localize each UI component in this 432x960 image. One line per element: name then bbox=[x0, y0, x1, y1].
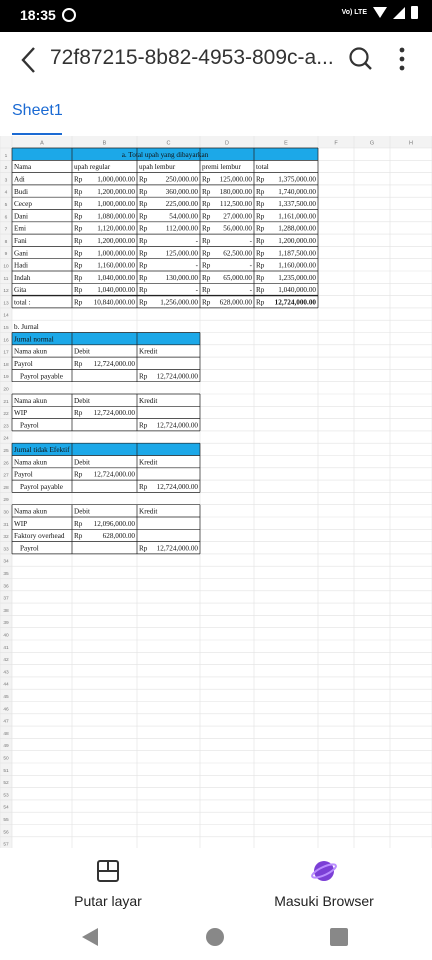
row-header-43: 43 bbox=[3, 670, 9, 676]
row-header-10: 10 bbox=[3, 264, 9, 270]
row-header-50: 50 bbox=[3, 756, 9, 762]
column-header-g: G bbox=[369, 140, 375, 147]
cell-text: Kredit bbox=[139, 347, 158, 356]
cell-value: 65,000.00 bbox=[223, 273, 252, 282]
cell-value: 12,724,000.00 bbox=[156, 483, 198, 491]
cell-text: Debit bbox=[74, 458, 90, 467]
status-icons bbox=[342, 6, 418, 19]
row-header-42: 42 bbox=[3, 658, 9, 664]
row-header-44: 44 bbox=[3, 682, 9, 688]
cell-value: 1,337,500.00 bbox=[278, 200, 316, 209]
cell-value: 1,160,000.00 bbox=[97, 261, 135, 270]
row-header-6: 6 bbox=[4, 215, 8, 221]
currency-symbol: Rp bbox=[74, 298, 83, 307]
row-header-18: 18 bbox=[3, 362, 9, 368]
row-header-36: 36 bbox=[3, 584, 9, 590]
row-header-55: 55 bbox=[3, 818, 9, 823]
cell-text: Hadi bbox=[14, 261, 28, 270]
cell-value: 1,080,000.00 bbox=[97, 212, 135, 221]
row-header-56: 56 bbox=[3, 830, 9, 836]
cell-text: Nama akun bbox=[14, 458, 47, 467]
cell-text: Nama bbox=[14, 163, 32, 172]
currency-symbol: Rp bbox=[202, 224, 211, 233]
row-header-24: 24 bbox=[3, 436, 9, 442]
cell-value: 125,000.00 bbox=[219, 175, 252, 184]
column-header-h: H bbox=[409, 140, 413, 147]
cell-value: 250,000.00 bbox=[165, 175, 198, 184]
row-header-31: 31 bbox=[3, 522, 9, 528]
cell-text: Debit bbox=[74, 396, 90, 405]
currency-symbol: Rp bbox=[256, 175, 265, 184]
currency-symbol: Rp bbox=[74, 409, 83, 418]
cell-text: upah lembur bbox=[139, 163, 176, 172]
row-header-47: 47 bbox=[3, 719, 9, 725]
cell-value: 1,235,000.00 bbox=[278, 273, 316, 282]
row-header-23: 23 bbox=[3, 424, 9, 430]
grid-background bbox=[0, 136, 432, 848]
currency-symbol: Rp bbox=[202, 175, 211, 184]
row-header-19: 19 bbox=[3, 375, 9, 381]
cell-text: Jurnal normal bbox=[14, 335, 54, 344]
row-header-45: 45 bbox=[3, 695, 9, 700]
cell-value: 12,096,000.00 bbox=[93, 519, 135, 528]
row-header-33: 33 bbox=[3, 547, 9, 553]
table-title: a. Total upah yang dibayarkan bbox=[121, 150, 209, 159]
cell-value: 62,500.00 bbox=[223, 249, 252, 258]
row-header-25: 25 bbox=[3, 449, 9, 454]
row-header-27: 27 bbox=[3, 473, 9, 479]
cell-text: Fani bbox=[14, 237, 27, 245]
row-header-57: 57 bbox=[3, 842, 9, 848]
row-header-40: 40 bbox=[3, 633, 9, 639]
row-header-22: 22 bbox=[3, 412, 9, 418]
cell-value: 1,740,000.00 bbox=[278, 187, 316, 196]
bottom-action-bar bbox=[0, 848, 432, 918]
row-header-32: 32 bbox=[3, 535, 9, 541]
cell-value: 1,200,000.00 bbox=[97, 187, 135, 196]
cell-value: - bbox=[195, 261, 198, 270]
row-header-39: 39 bbox=[3, 621, 9, 627]
status-time: 18:35 bbox=[20, 7, 56, 23]
cell-value: 1,187,500.00 bbox=[278, 249, 316, 258]
currency-symbol: Rp bbox=[74, 532, 83, 541]
tab-sheet1[interactable]: Sheet1 bbox=[12, 102, 63, 119]
column-header-a: A bbox=[40, 140, 44, 147]
cell-text: Debit bbox=[74, 507, 90, 516]
currency-symbol: Rp bbox=[139, 261, 148, 270]
column-header-d: D bbox=[225, 140, 229, 147]
cell-value: 225,000.00 bbox=[165, 200, 198, 209]
row-header-38: 38 bbox=[3, 608, 9, 614]
wifi-icon bbox=[373, 7, 387, 18]
currency-symbol: Rp bbox=[139, 273, 148, 282]
currency-symbol: Rp bbox=[74, 200, 83, 209]
open-browser-label: Masuki Browser bbox=[274, 893, 374, 909]
cell-text: Kredit bbox=[139, 396, 158, 405]
column-header-bar bbox=[0, 136, 432, 148]
row-header-49: 49 bbox=[3, 744, 9, 750]
currency-symbol: Rp bbox=[74, 286, 83, 295]
row-header-5: 5 bbox=[4, 203, 8, 208]
cell-value: 1,200,000.00 bbox=[97, 237, 135, 245]
whatsapp-icon bbox=[62, 8, 76, 22]
row-header-28: 28 bbox=[3, 485, 9, 491]
cell-value: 130,000.00 bbox=[165, 273, 198, 282]
cell-value: 12,724,000.00 bbox=[274, 298, 316, 307]
currency-symbol: Rp bbox=[139, 200, 148, 209]
currency-symbol: Rp bbox=[74, 470, 83, 479]
row-header-9: 9 bbox=[4, 252, 8, 258]
cell-value: 10,840,000.00 bbox=[93, 298, 135, 307]
row-header-48: 48 bbox=[3, 731, 9, 737]
cell-value: 1,200,000.00 bbox=[278, 237, 316, 245]
cell-text: Payrol bbox=[20, 544, 39, 553]
row-header-15: 15 bbox=[3, 326, 9, 331]
currency-symbol: Rp bbox=[256, 286, 265, 295]
cell-value: 1,288,000.00 bbox=[278, 224, 316, 233]
cell-value: - bbox=[249, 261, 252, 270]
cell-text: Gita bbox=[14, 286, 27, 295]
cell-value: 12,724,000.00 bbox=[93, 470, 135, 479]
row-header-41: 41 bbox=[3, 645, 9, 651]
currency-symbol: Rp bbox=[202, 237, 211, 245]
open-browser-button[interactable] bbox=[262, 858, 386, 909]
currency-symbol: Rp bbox=[256, 249, 265, 258]
cell-value: 180,000.00 bbox=[219, 187, 252, 196]
cell-text: Adi bbox=[14, 175, 25, 184]
cell-value: 27,000.00 bbox=[223, 212, 252, 221]
currency-symbol: Rp bbox=[256, 261, 265, 270]
cell-value: 1,040,000.00 bbox=[97, 286, 135, 295]
cell-text: Gani bbox=[14, 249, 28, 258]
more-vertical-icon bbox=[392, 44, 412, 74]
row-header-54: 54 bbox=[3, 805, 9, 811]
currency-symbol: Rp bbox=[74, 249, 83, 258]
row-header-30: 30 bbox=[3, 510, 9, 516]
row-header-51: 51 bbox=[3, 768, 9, 774]
currency-symbol: Rp bbox=[139, 421, 148, 430]
currency-symbol: Rp bbox=[202, 249, 211, 258]
row-header-17: 17 bbox=[3, 350, 9, 356]
currency-symbol: Rp bbox=[74, 224, 83, 233]
cell-text: Payrol bbox=[20, 421, 39, 430]
cell-text: Kredit bbox=[139, 507, 158, 516]
currency-symbol: Rp bbox=[139, 175, 148, 184]
spreadsheet-canvas[interactable] bbox=[0, 136, 432, 848]
row-header-34: 34 bbox=[3, 559, 9, 565]
currency-symbol: Rp bbox=[202, 298, 211, 307]
row-header-16: 16 bbox=[3, 338, 9, 344]
cell-text: Payrol bbox=[14, 470, 33, 479]
signal-icon bbox=[393, 7, 405, 19]
currency-symbol: Rp bbox=[202, 187, 211, 196]
currency-symbol: Rp bbox=[74, 273, 83, 282]
currency-symbol: Rp bbox=[74, 212, 83, 221]
row-header-2: 2 bbox=[4, 166, 8, 172]
search-icon bbox=[346, 44, 376, 74]
cell-text: upah regular bbox=[74, 163, 111, 172]
cell-value: 12,724,000.00 bbox=[93, 360, 135, 368]
row-header-14: 14 bbox=[3, 313, 9, 319]
search-button[interactable] bbox=[346, 44, 376, 74]
row-header-35: 35 bbox=[3, 572, 9, 577]
back-button[interactable] bbox=[14, 42, 44, 78]
rotate-screen-label: Putar layar bbox=[74, 893, 142, 909]
cell-value: 112,000.00 bbox=[165, 224, 198, 233]
cell-value: 1,256,000.00 bbox=[160, 298, 198, 307]
cell-value: - bbox=[249, 286, 252, 295]
currency-symbol: Rp bbox=[139, 372, 148, 381]
row-header-13: 13 bbox=[3, 301, 9, 307]
currency-symbol: Rp bbox=[202, 286, 211, 295]
cell-value: 12,724,000.00 bbox=[93, 409, 135, 418]
row-header-7: 7 bbox=[4, 227, 8, 233]
status-bar bbox=[0, 0, 432, 32]
cell-text: Payrol bbox=[14, 360, 33, 368]
cell-value: 54,000.00 bbox=[169, 212, 198, 221]
active-tab-indicator bbox=[12, 133, 62, 135]
currency-symbol: Rp bbox=[139, 187, 148, 196]
cell-text: Nama akun bbox=[14, 396, 47, 405]
app-bar bbox=[0, 32, 432, 89]
cell-value: 1,040,000.00 bbox=[278, 286, 316, 295]
cell-text: total bbox=[256, 163, 269, 172]
chevron-left-icon bbox=[14, 42, 44, 78]
cell-text: total : bbox=[14, 298, 31, 307]
row-header-21: 21 bbox=[3, 399, 9, 405]
cell-value: 1,120,000.00 bbox=[97, 224, 135, 233]
currency-symbol: Rp bbox=[256, 224, 265, 233]
cell-value: 56,000.00 bbox=[223, 224, 252, 233]
cell-value: 112,500.00 bbox=[219, 200, 252, 209]
cell-value: - bbox=[249, 237, 252, 245]
cell-text: Faktory overhead bbox=[14, 532, 65, 541]
row-header-46: 46 bbox=[3, 707, 9, 713]
currency-symbol: Rp bbox=[74, 519, 83, 528]
column-header-b: B bbox=[102, 140, 107, 147]
cell-text: Cecep bbox=[14, 200, 32, 209]
row-header-12: 12 bbox=[3, 289, 9, 295]
currency-symbol: Rp bbox=[74, 187, 83, 196]
cell-value: 125,000.00 bbox=[165, 249, 198, 258]
row-header-11: 11 bbox=[3, 276, 9, 282]
spreadsheet-grid[interactable] bbox=[0, 136, 432, 848]
currency-symbol: Rp bbox=[202, 200, 211, 209]
sheet-tabs bbox=[0, 88, 432, 136]
nav-home-icon[interactable] bbox=[206, 928, 224, 946]
cell-text: Budi bbox=[14, 187, 28, 196]
system-nav-bar bbox=[0, 918, 432, 960]
cell-text: WIP bbox=[14, 409, 28, 418]
cell-text: Dani bbox=[14, 212, 28, 221]
cell-value: 360,000.00 bbox=[165, 187, 198, 196]
cell-value: 1,040,000.00 bbox=[97, 273, 135, 282]
cell-value: 12,724,000.00 bbox=[156, 544, 198, 553]
rotate-screen-button[interactable] bbox=[60, 858, 156, 909]
nav-back-icon[interactable] bbox=[82, 928, 98, 946]
volte-indicator: Vo) LTE bbox=[341, 9, 367, 16]
cell-text: Nama akun bbox=[14, 507, 47, 516]
currency-symbol: Rp bbox=[256, 273, 265, 282]
currency-symbol: Rp bbox=[139, 544, 148, 553]
cell-value: 1,000,000.00 bbox=[97, 249, 135, 258]
row-header-4: 4 bbox=[4, 190, 8, 196]
cell-value: 12,724,000.00 bbox=[156, 372, 198, 381]
currency-symbol: Rp bbox=[139, 249, 148, 258]
currency-symbol: Rp bbox=[202, 273, 211, 282]
row-header-37: 37 bbox=[3, 596, 9, 602]
battery-icon bbox=[411, 6, 418, 19]
row-header-53: 53 bbox=[3, 793, 9, 799]
rotate-screen-icon bbox=[95, 858, 121, 884]
currency-symbol: Rp bbox=[74, 261, 83, 270]
currency-symbol: Rp bbox=[74, 360, 83, 368]
cell-value: 1,160,000.00 bbox=[278, 261, 316, 270]
currency-symbol: Rp bbox=[139, 212, 148, 221]
currency-symbol: Rp bbox=[256, 187, 265, 196]
cell-value: 12,724,000.00 bbox=[156, 421, 198, 430]
column-header-e: E bbox=[284, 140, 288, 147]
currency-symbol: Rp bbox=[139, 237, 148, 245]
currency-symbol: Rp bbox=[139, 483, 148, 491]
cell-value: 1,161,000.00 bbox=[278, 212, 316, 221]
cell-value: 628,000.00 bbox=[102, 532, 135, 541]
cell-text: Indah bbox=[14, 273, 31, 282]
planet-browser-icon bbox=[311, 858, 337, 884]
cell-text: premi lembur bbox=[202, 163, 241, 172]
cell-text: b. Jurnal bbox=[14, 323, 39, 332]
row-header-8: 8 bbox=[4, 239, 8, 245]
document-title: 72f87215-8b82-4953-809c-a... bbox=[50, 46, 334, 69]
cell-value: 628,000.00 bbox=[219, 298, 252, 307]
currency-symbol: Rp bbox=[139, 298, 148, 307]
currency-symbol: Rp bbox=[256, 298, 265, 307]
currency-symbol: Rp bbox=[256, 212, 265, 221]
currency-symbol: Rp bbox=[256, 237, 265, 245]
currency-symbol: Rp bbox=[139, 224, 148, 233]
column-header-c: C bbox=[166, 140, 171, 147]
cell-text: Debit bbox=[74, 347, 90, 356]
currency-symbol: Rp bbox=[202, 212, 211, 221]
cell-text: Kredit bbox=[139, 458, 158, 467]
row-header-26: 26 bbox=[3, 461, 9, 467]
cell-text: Jurnal tidak Efektif bbox=[14, 446, 70, 455]
cell-text: WIP bbox=[14, 519, 28, 528]
cell-value: - bbox=[195, 237, 198, 245]
nav-recents-icon[interactable] bbox=[330, 928, 348, 946]
currency-symbol: Rp bbox=[74, 237, 83, 245]
currency-symbol: Rp bbox=[202, 261, 211, 270]
row-header-20: 20 bbox=[3, 387, 9, 393]
cell-value: 1,375,000.00 bbox=[278, 175, 316, 184]
row-header-3: 3 bbox=[4, 178, 8, 184]
cell-text: Payrol payable bbox=[20, 483, 63, 491]
cell-value: 1,000,000.00 bbox=[97, 175, 135, 184]
cell-text: Emi bbox=[14, 224, 26, 233]
cell-value: 1,000,000.00 bbox=[97, 200, 135, 209]
column-header-f: F bbox=[334, 140, 338, 147]
currency-symbol: Rp bbox=[74, 175, 83, 184]
currency-symbol: Rp bbox=[139, 286, 148, 295]
cell-text: Payrol payable bbox=[20, 372, 63, 381]
cell-text: Nama akun bbox=[14, 347, 47, 356]
more-options-button[interactable] bbox=[392, 44, 412, 74]
currency-symbol: Rp bbox=[256, 200, 265, 209]
cell-value: - bbox=[195, 286, 198, 295]
row-header-29: 29 bbox=[3, 498, 9, 504]
row-header-52: 52 bbox=[3, 781, 9, 787]
row-header-1: 1 bbox=[4, 153, 8, 159]
